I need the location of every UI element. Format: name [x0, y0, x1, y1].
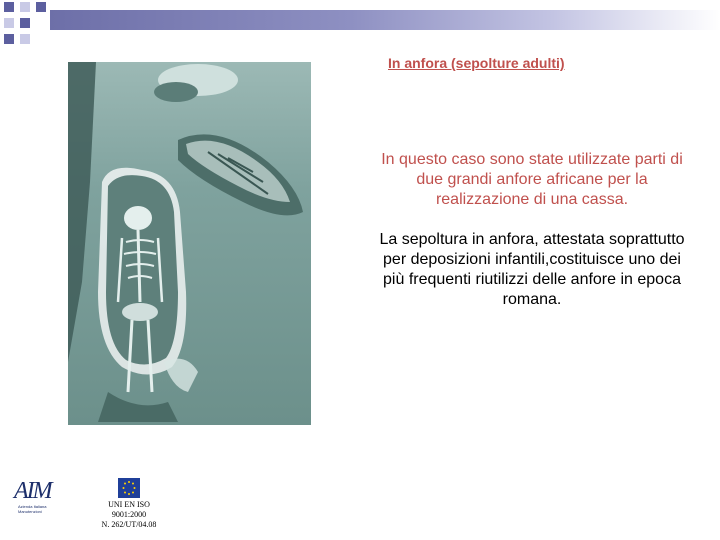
excavation-photo — [68, 62, 311, 425]
paragraph-amphora-coffin: In questo caso sono state utilizzate parti di due grandi anfore africane per la realizzazione di una cassa. — [381, 151, 683, 208]
header-bar — [50, 10, 720, 30]
slide-title: In anfora (sepolture adulti) — [388, 55, 565, 71]
aim-logo-text: AIM — [14, 478, 51, 504]
iso-line-2: N. 262/UT/04.08 — [101, 520, 157, 529]
paragraph-amphora-reuse: La sepoltura in anfora, attestata soprattutto per deposizioni infantili,costituisce uno dei più frequenti riutilizzi delle anfore in epoca romana. — [379, 231, 685, 308]
eu-flag-icon — [118, 478, 140, 498]
aim-logo — [14, 478, 66, 520]
aim-logo-subtext: Azienda Italiana Manutenzioni — [18, 504, 47, 514]
iso-line-1: UNI EN ISO 9001:2000 — [108, 500, 150, 519]
iso-certification — [92, 500, 166, 530]
